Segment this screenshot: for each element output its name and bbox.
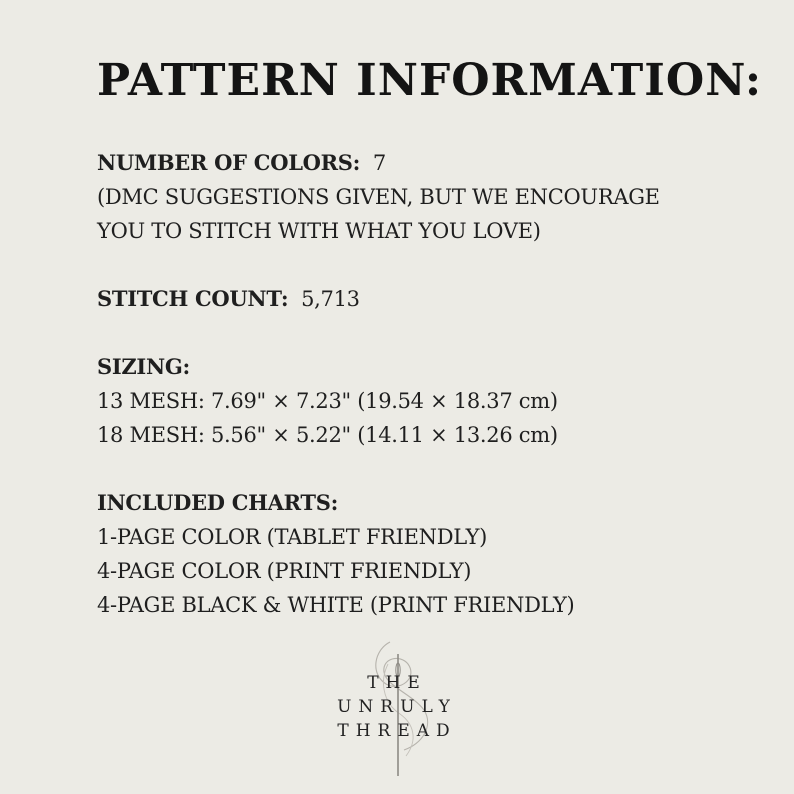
colors-label: NUMBER OF COLORS:	[97, 150, 361, 175]
charts-section	[97, 486, 777, 622]
stitch-value: 5,713	[301, 287, 360, 311]
brand-logo	[330, 640, 464, 780]
logo-line-the: THE	[367, 673, 427, 693]
stitch-line	[97, 282, 777, 316]
sizing-label: SIZING:	[97, 354, 190, 379]
sizing-18-mesh: 18 MESH: 5.56" × 5.22" (14.11 × 13.26 cm)	[97, 423, 558, 447]
sizing-13-mesh: 13 MESH: 7.69" × 7.23" (19.54 × 18.37 cm)	[97, 389, 558, 413]
colors-note-line-2: YOU TO STITCH WITH WHAT YOU LOVE)	[97, 219, 541, 243]
sizing-section	[97, 350, 777, 452]
colors-note-line-1: (DMC SUGGESTIONS GIVEN, BUT WE ENCOURAGE	[97, 185, 660, 209]
chart-item-1: 1-PAGE COLOR (TABLET FRIENDLY)	[97, 525, 488, 549]
page-title: PATTERN INFORMATION:	[97, 55, 763, 106]
colors-value: 7	[372, 151, 386, 175]
chart-item-3: 4-PAGE BLACK & WHITE (PRINT FRIENDLY)	[97, 593, 575, 617]
pattern-details	[97, 146, 777, 656]
logo-line-thread: THREAD	[337, 721, 457, 741]
chart-item-2: 4-PAGE COLOR (PRINT FRIENDLY)	[97, 559, 472, 583]
logo-line-unruly: UNRULY	[337, 697, 457, 717]
stitch-section	[97, 282, 777, 316]
stitch-label: STITCH COUNT:	[97, 286, 289, 311]
charts-label: INCLUDED CHARTS:	[97, 490, 339, 515]
colors-section	[97, 146, 777, 248]
colors-line	[97, 146, 777, 180]
